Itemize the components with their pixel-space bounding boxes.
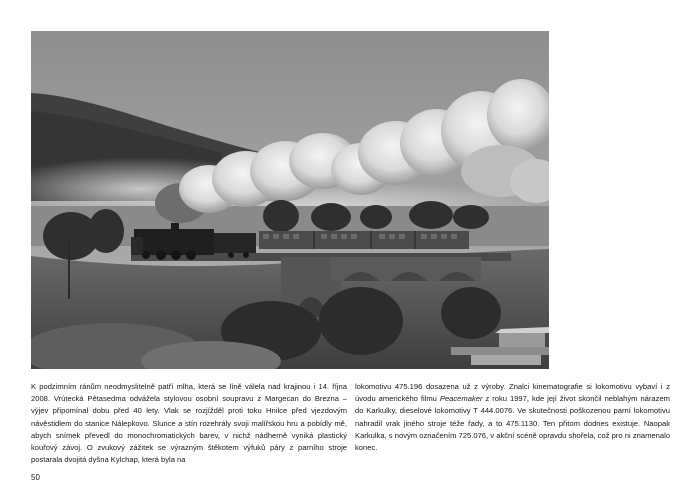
film-title: Peacemaker [439, 394, 483, 404]
photo-image [31, 31, 549, 369]
locomotive-photo [31, 31, 549, 369]
body-text-left: K podzimním ránům neodmyslitelně patří mlha, která se líně válela nad krajinou i 14. října 2008. Vrútecká Pětasedma odvážela stylovou osobní soupravu z Margecan do Brezna – výjev připomínal dobu před 40 lety. Vlak se rozjížděl proti toku Hnilce před vjezdovým návěstidlem do stanice Nálepkovo. Slunce a stín rozehrály svoji malířskou hru a pobídly mě, abych snímek převedl do monochromatických barev, v nichž nádherně vyniká plastický kouřový závoj. O zvukový zážitek se výrazným štěkotem výfuků páry z parního stroje postarala dvojitá dyšna Kylchap, která byla na [31, 382, 347, 465]
body-text-right [355, 381, 670, 454]
body-text-right-end: z roku 1997, kde její život skončil neblahým nárazem do Karkulky, dieselové lokomotivy T 444.0076. Ve skutečnosti poškozenou parní lokomotivu nahradil vrak jiného stroje téže řady, a to 475.1130. Ten přitom dodnes existuje. Naopak Karkulka, s novým označením 725.076, v akční scéně opravdu shořela, což pro ni znamenalo konec. [355, 394, 670, 453]
body-text-right-start: lokomotivu 475.196 dosazena už z výroby. Znalci kinematografie si lokomotivu vybaví i z úvodu amerického filmu [355, 382, 670, 404]
page-number: 50 [31, 473, 40, 482]
